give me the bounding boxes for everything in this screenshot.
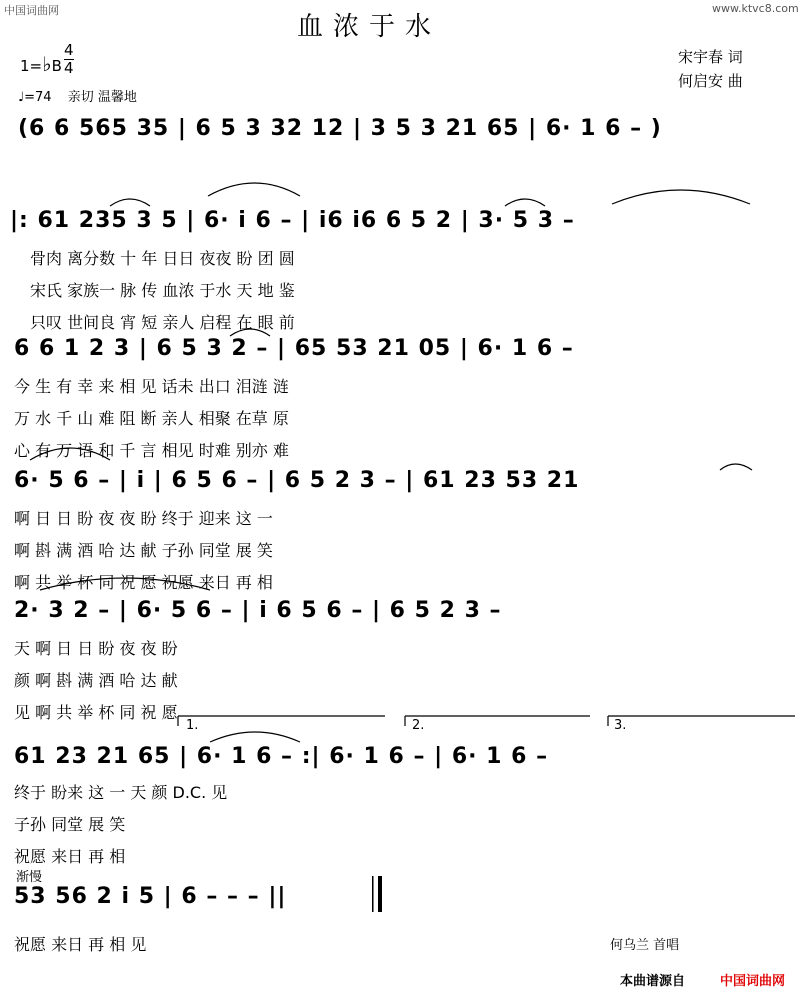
slur [505, 199, 545, 206]
slur [30, 448, 110, 460]
row2-lyric-verse1: 今 生 有 幸 来 相 见 话未 出口 泪涟 涟 [14, 377, 289, 396]
coda-lyric: 祝愿 来日 再 相 见 [14, 935, 147, 954]
slur [612, 190, 750, 204]
row4-lyric-verse2: 颜 啊 斟 满 酒 哈 达 献 [14, 671, 178, 690]
row5-notes: 61 23 21 65 | 6· 1 6 – :| 6· 1 6 – | 6· 1 6 – [14, 744, 549, 769]
row5-lyric-verse3: 祝愿 来日 再 相 [14, 847, 126, 866]
key-signature: 1=♭B [20, 52, 62, 76]
row5-lyric-verse1: 终于 盼来 这 一 天 颜 D.C. 见 [14, 783, 228, 802]
row2-notes: 6 6 1 2 3 | 6 5 3 2 – | 65 53 21 05 | 6· 1 6 – [14, 336, 574, 361]
row1-lyric-verse2: 宋氏 家族一 脉 传 血浓 于水 天 地 鉴 [30, 281, 295, 300]
song-title: 血浓于水 [297, 12, 442, 42]
time-signature: 4 4 [64, 41, 74, 77]
row4-notes: 2· 3 2 – | 6· 5 6 – | i 6 5 6 – | 6 5 2 3 – [14, 598, 502, 623]
row4-lyric-verse3: 见 啊 共 举 杯 同 祝 愿 [14, 703, 178, 722]
row3-lyric-verse1: 啊 日 日 盼 夜 夜 盼 终于 迎来 这 一 [14, 509, 273, 528]
ending-2-label: 2. [412, 718, 425, 733]
singer-credit: 何乌兰 首唱 [610, 938, 680, 953]
slur [208, 183, 300, 196]
ending-1-label: 1. [186, 718, 199, 733]
footer-site: 中国词曲网 [720, 974, 786, 989]
row2-lyric-verse2: 万 水 千 山 难 阻 断 亲人 相聚 在草 原 [14, 409, 289, 428]
tempo-marking: ♩=74 亲切 温馨地 [18, 90, 137, 105]
row1-notes: |: 61 235 3 5 | 6· i 6 – | i6 i6 6 5 2 | 3· 5 3 – [10, 208, 575, 233]
intro-notes: (6 6 565 35 | 6 5 3 32 12 | 3 5 3 21 65 | 6· 1 6 – ) [18, 116, 662, 141]
ritardando-mark: 渐慢 [16, 870, 43, 885]
composer-credit: 何启安 曲 [678, 72, 743, 90]
slur [720, 464, 752, 470]
row4-lyric-verse1: 天 啊 日 日 盼 夜 夜 盼 [14, 639, 178, 658]
ending-bracket-1 [178, 716, 385, 726]
quarter-note-icon: ♩ [18, 90, 25, 105]
final-barline-thick [378, 876, 382, 912]
slur [230, 329, 270, 336]
row2-lyric-verse3: 心 有 万 语 和 千 言 相见 时难 别亦 难 [14, 441, 289, 460]
slur [40, 578, 210, 590]
final-barline-thin [372, 876, 374, 912]
ending-3-label: 3. [614, 718, 627, 733]
slur [210, 732, 300, 742]
slur [110, 199, 150, 206]
coda-notes: 53 56 2 i 5 | 6 – – – || [14, 884, 287, 909]
watermark-left: 中国词曲网 [4, 4, 59, 17]
row1-lyric-verse1: 骨肉 离分数 十 年 日日 夜夜 盼 团 圆 [30, 249, 295, 268]
lyricist-credit: 宋宇春 词 [678, 48, 743, 66]
ending-bracket-2 [405, 716, 590, 726]
footer-source: 本曲谱源自 [620, 974, 686, 989]
row3-notes: 6· 5 6 – | i | 6 5 6 – | 6 5 2 3 – | 61 23 53 21 [14, 468, 580, 493]
ending-bracket-3 [608, 716, 795, 726]
row3-lyric-verse2: 啊 斟 满 酒 哈 达 献 子孙 同堂 展 笑 [14, 541, 273, 560]
row5-lyric-verse2: 子孙 同堂 展 笑 [14, 815, 126, 834]
flat-sign: ♭ [42, 52, 52, 76]
row3-lyric-verse3: 啊 共 举 杯 同 祝 愿 祝愿 来日 再 相 [14, 573, 273, 592]
row1-lyric-verse3: 只叹 世间良 宵 短 亲人 启程 在 眼 前 [30, 313, 295, 332]
watermark-right: www.ktvc8.com [712, 2, 799, 15]
